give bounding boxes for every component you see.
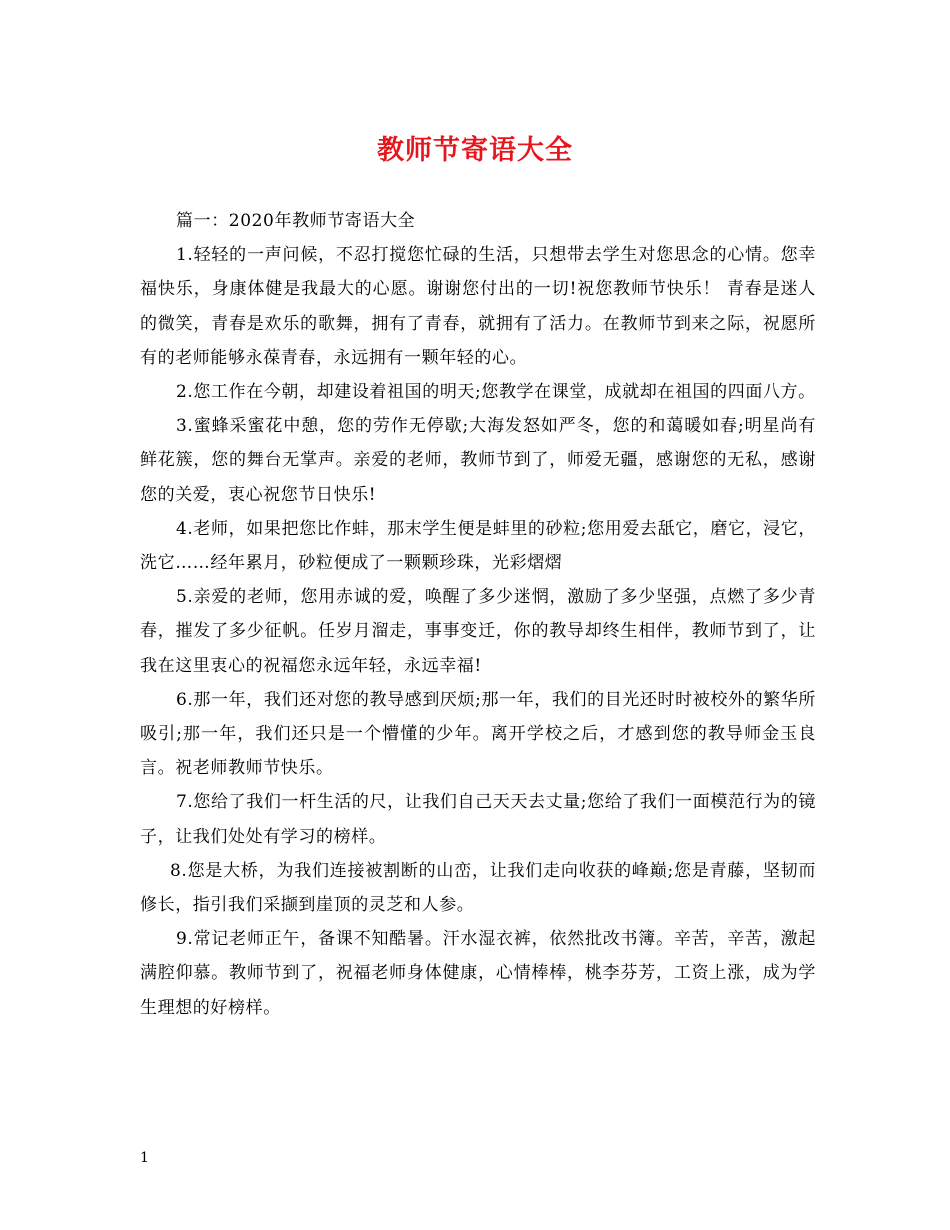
paragraph-9: 9.常记老师正午，备课不知酷暑。汗水湿衣裤，依然批改书簿。辛苦，辛苦，激起满腔仰慕。教师节到了，祝福老师身体健康，心情棒棒，桃李芬芳，工资上涨，成为学生理想的好榜样。: [140, 929, 816, 1018]
page-number: 1: [140, 1150, 149, 1166]
paragraph-4: 4.老师，如果把您比作蚌，那末学生便是蚌里的砂粒;您用爱去舐它，磨它，浸它，洗它……经年累月，砂粒便成了一颗颗珍珠，光彩熠熠: [140, 518, 816, 574]
document-body: [140, 204, 816, 1025]
paragraph-2: 2.您工作在今朝，却建设着祖国的明天;您教学在课堂，成就却在祖国的四面八方。: [176, 382, 816, 403]
page-title: 教师节寄语大全: [377, 135, 573, 166]
paragraph-5: 5.亲爱的老师，您用赤诚的爱，唤醒了多少迷惘，激励了多少坚强，点燃了多少青春，摧发了多少征帆。任岁月溜走，事事变迁，你的教导却终生相伴，教师节到了，让我在这里衷心的祝福您永远年轻，永远幸福!: [140, 587, 816, 676]
paragraph-1: 1.轻轻的一声问候，不忍打搅您忙碌的生活，只想带去学生对您思念的心情。您幸福快乐，身康体健是我最大的心愿。谢谢您付出的一切!祝您教师节快乐！ 青春是迷人的微笑，青春是欢乐的歌舞，拥有了青春，就拥有了活力。在教师节到来之际，祝愿所有的老师能够永葆青春，永远拥有一颗年轻的心。: [140, 245, 816, 368]
section-heading: 篇一：2020年教师节寄语大全: [176, 211, 416, 231]
paragraph-3: 3.蜜蜂采蜜花中憩，您的劳作无停歇;大海发怒如严冬，您的和蔼暖如春;明星尚有鲜花簇，您的舞台无掌声。亲爱的老师，教师节到了，师爱无疆，感谢您的无私，感谢您的关爱，衷心祝您节日快乐!: [140, 416, 816, 505]
paragraph-7: 7.您给了我们一杆生活的尺，让我们自己天天去丈量;您给了我们一面模范行为的镜子，让我们处处有学习的榜样。: [140, 792, 816, 847]
paragraph-8: 8.您是大桥，为我们连接被割断的山峦，让我们走向收获的峰巅;您是青藤，坚韧而修长，指引我们采撷到崖顶的灵芝和人参。: [140, 860, 816, 916]
paragraph-6: 6.那一年，我们还对您的教导感到厌烦;那一年，我们的目光还时时被校外的繁华所吸引;那一年，我们还只是一个懵懂的少年。离开学校之后，才感到您的教导师金玉良言。祝老师教师节快乐。: [140, 689, 816, 779]
